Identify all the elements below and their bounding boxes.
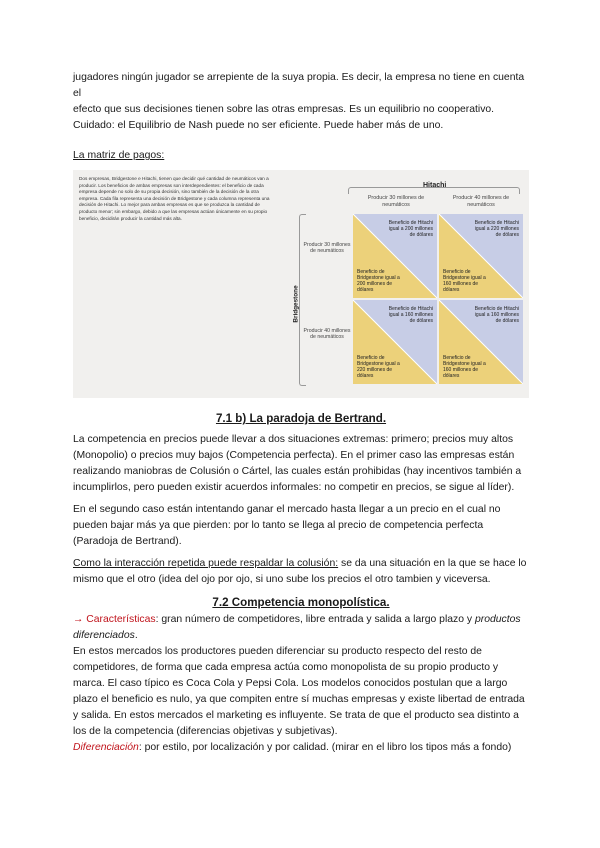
bridgestone-payoff: Beneficio de Bridgestone igual a 160 millones de dólares	[443, 355, 486, 379]
differentiation-paragraph	[73, 740, 529, 756]
bridgestone-payoff: Beneficio de Bridgestone igual a 160 millones de dólares	[443, 269, 486, 293]
differentiation-text: : por estilo, por localización y por calidad. (mirar en el libro los tipos más a fondo)	[138, 742, 512, 753]
document-page	[73, 70, 529, 756]
hitachi-payoff: Beneficio de Hitachi igual a 220 millones de dólares	[474, 220, 519, 238]
bridgestone-payoff: Beneficio de Bridgestone igual a 220 millones de dólares	[357, 355, 400, 379]
payoff-matrix-figure	[73, 170, 529, 398]
intro-line-3: Cuidado: el Equilibrio de Nash puede no ser eficiente. Puede haber más de uno.	[73, 120, 444, 131]
column-label-30: Producir 30 millones de neumáticos	[367, 195, 425, 208]
differentiated-products: productos diferenciados	[73, 614, 521, 641]
characteristics-paragraph	[73, 612, 529, 644]
characteristics-label: → Características	[73, 614, 156, 625]
monopolistic-section-title: 7.2 Competencia monopolística.	[212, 596, 390, 609]
matrix-cell-30-40	[439, 214, 523, 298]
differentiation-label: Diferenciación	[73, 742, 139, 753]
repeated-interaction-label: Como la interacción repetida puede respaldar la colusión:	[73, 558, 339, 569]
hitachi-brace	[348, 187, 520, 194]
matrix-cell-30-30	[353, 214, 437, 298]
column-label-40: Producir 40 millones de neumáticos	[452, 195, 510, 208]
row-label-40: Producir 40 millones de neumáticos	[303, 328, 351, 341]
bertrand-section-title: 7.1 b) La paradoja de Bertrand.	[215, 412, 387, 425]
bridgestone-payoff: Beneficio de Bridgestone igual a 200 millones de dólares	[357, 269, 400, 293]
bridgestone-label: Bridgestone	[292, 285, 300, 323]
characteristics-end: .	[134, 630, 138, 641]
matrix-cell-40-30	[353, 300, 437, 384]
bertrand-paragraph-1: La competencia en precios puede llevar a dos situaciones extremas: primero; precios muy altos (Monopolio) o precios muy bajos (Competencia perfecta). En el primer caso las empresas están realizando maniobras de Colusión o Cártel, las cuales están prohibidas (hay incentivos también a incumplirlos, pero pueden existir acuerdos informales: no competir en precios, se sigue al líder).	[73, 434, 522, 493]
intro-line-1: jugadores ningún jugador se arrepiente de la suya propia. Es decir, la empresa no tiene en cuenta el	[73, 72, 525, 99]
hitachi-payoff: Beneficio de Hitachi igual a 160 millones de dólares	[474, 306, 519, 324]
monopolistic-paragraph: En estos mercados los productores pueden diferenciar su producto respecto del resto de competidores, de forma que cada empresa actúa como monopolista de su propio producto y marca. El caso típico es Coca Cola y Pepsi Cola. Los modelos conocidos postulan que a largo plazo el beneficio es nulo, ya que compiten entre sí muchas empresas y existe libertad de entrada y salida. En estos mercados el marketing es influyente. Se trata de que el producto sea distinto a los de la competencia (diferencias objetivas y subjetivas).	[73, 646, 525, 737]
matrix-cell-40-40	[439, 300, 523, 384]
figure-description: Dos empresas, Bridgestone e Hitachi, tienen que decidir qué cantidad de neumáticos van a producir. Los beneficios de ambas empresas son interdependientes: el beneficio de cada empresa depende no solo de su propia decisión, sino también de la decisión de la otra empresa. Cada fila representa una decisión de Bridgestone y cada columna representa una decisión de Hitachi. Lo mejor para ambas empresas es que se produzca la cantidad de producto menor; sin embargo, debido a que las empresas actúan únicamente en su propio beneficio, decidirán producir la cantidad más alta.	[79, 176, 270, 221]
characteristics-text: : gran número de competidores, libre entrada y salida a largo plazo y	[155, 614, 475, 625]
repeated-interaction-text: se da una situación en la que se hace lo mismo que el otro (idea del ojo por ojo, si uno sube los precios el otro tambien y viceversa.	[73, 558, 527, 585]
payoff-matrix	[353, 214, 523, 384]
intro-line-2: efecto que sus decisiones tienen sobre las otras empresas. Es un equilibrio no cooperativo.	[73, 104, 495, 115]
bertrand-paragraph-3	[73, 556, 529, 588]
row-label-30: Producir 30 millones de neumáticos	[303, 242, 351, 255]
hitachi-payoff: Beneficio de Hitachi igual a 160 millones de dólares	[388, 306, 433, 324]
hitachi-payoff: Beneficio de Hitachi igual a 200 millones de dólares	[388, 220, 433, 238]
hitachi-label: Hitachi	[423, 182, 447, 189]
matrix-heading: La matriz de pagos:	[73, 150, 165, 161]
bertrand-paragraph-2: En el segundo caso están intentando ganar el mercado hasta llegar a un precio en el cual no pueden bajar más ya que pierden: por lo tanto se llega al precio de competencia perfecta (Paradoja de Bertrand).	[73, 504, 501, 547]
